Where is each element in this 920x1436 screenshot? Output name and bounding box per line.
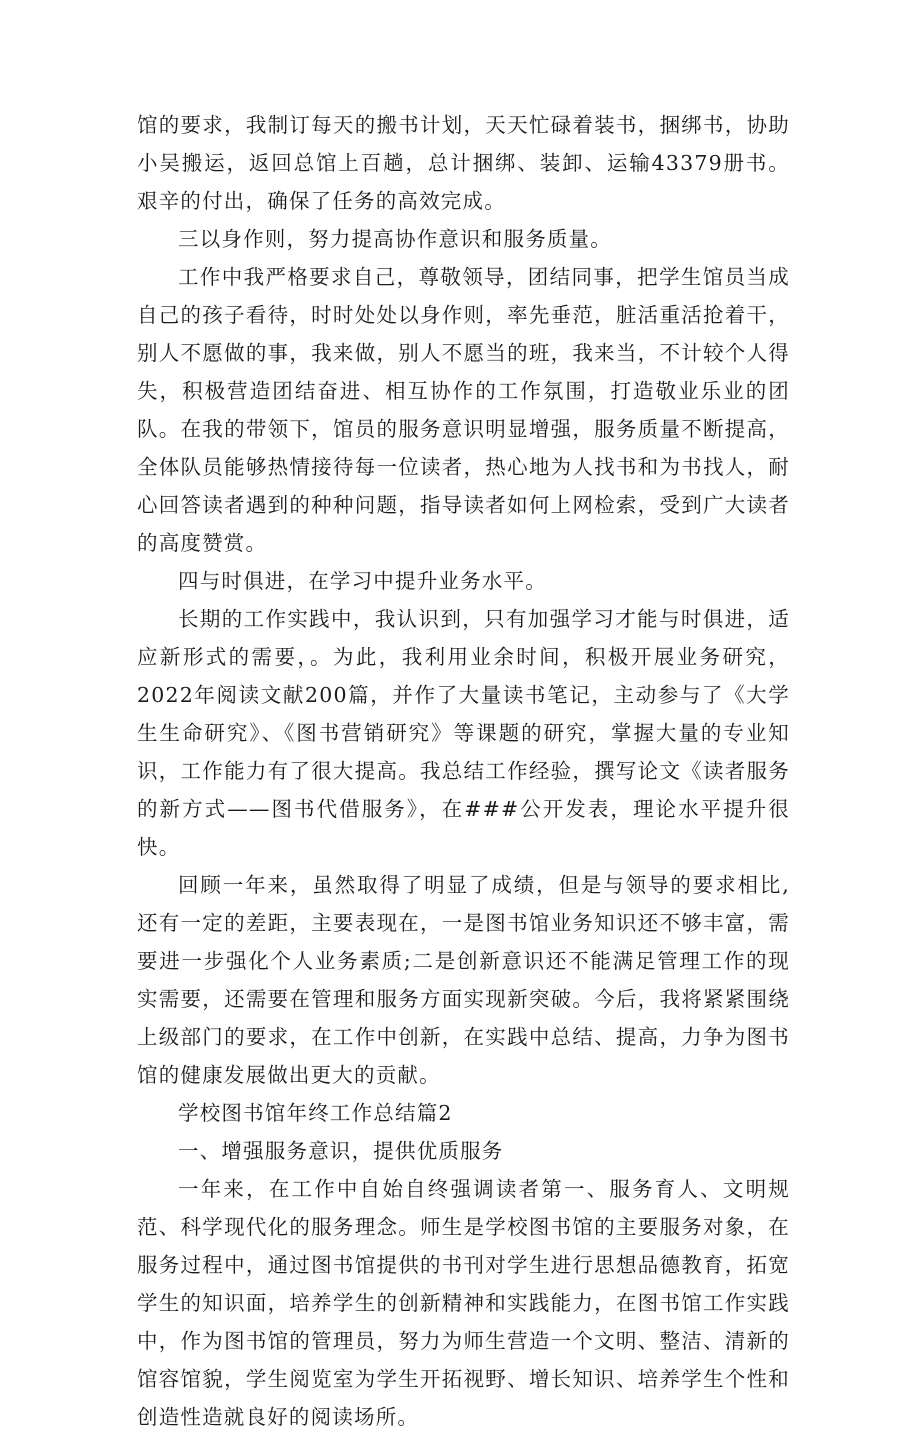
section-heading-4: 四与时俱进，在学习中提升业务水平。: [178, 569, 547, 593]
paragraph-teamwork: 工作中我严格要求自己，尊敬领导，团结同事，把学生馆员当成自己的孩子看待，时时处处以身作则，率先垂范，脏活重活抢着干，别人不愿做的事，我来做，别人不愿当的班，我来当，不计较个人得失，积极营造团结奋进、相互协作的工作氛围，打造敬业乐业的团队。在我的带领下，馆员的服务意识明显增强，服务质量不断提高，全体队员能够热情接待每一位读者，热心地为人找书和为书找人，耐心回答读者遇到的种种问题，指导读者如何上网检索，受到广大读者的高度赞赏。: [137, 265, 790, 555]
paragraph-service: 一年来，在工作中自始自终强调读者第一、服务育人、文明规范、科学现代化的服务理念。师生是学校图书馆的主要服务对象，在服务过程中，通过图书馆提供的书刊对学生进行思想品德教育，拓宽学生的知识面，培养学生的创新精神和实践能力，在图书馆工作实践中，作为图书馆的管理员，努力为师生营造一个文明、整洁、清新的馆容馆貌，学生阅览室为学生开拓视野、增长知识、培养学生个性和创造性造就良好的阅读场所。: [137, 1177, 790, 1429]
section-heading-1: 一、增强服务意识，提供优质服务: [178, 1139, 504, 1163]
paragraph-study: 长期的工作实践中，我认识到，只有加强学习才能与时俱进，适应新形式的需要，。为此，我利用业余时间，积极开展业务研究，2022年阅读文献200篇，并作了大量读书笔记，主动参与了《大学生生命研究》、《图书营销研究》等课题的研究，掌握大量的专业知识，工作能力有了很大提高。我总结工作经验，撰写论文《读者服务的新方式——图书代借服务》，在###公开发表，理论水平提升很快。: [137, 607, 790, 859]
article-title-2: 学校图书馆年终工作总结篇2: [178, 1101, 453, 1125]
paragraph-review: 回顾一年来，虽然取得了明显了成绩，但是与领导的要求相比,还有一定的差距，主要表现在，一是图书馆业务知识还不够丰富，需要进一步强化个人业务素质;二是创新意识还不能满足管理工作的现实需要，还需要在管理和服务方面实现新突破。今后，我将紧紧围绕上级部门的要求，在工作中创新，在实践中总结、提高，力争为图书馆的健康发展做出更大的贡献。: [137, 873, 790, 1087]
document-page: [137, 106, 790, 1436]
section-heading-3: 三以身作则，努力提高协作意识和服务质量。: [178, 227, 612, 251]
paragraph-continuation: 馆的要求，我制订每天的搬书计划，天天忙碌着装书，捆绑书，协助小吴搬运，返回总馆上百趟，总计捆绑、装卸、运输43379册书。艰辛的付出，确保了任务的高效完成。: [137, 113, 790, 213]
